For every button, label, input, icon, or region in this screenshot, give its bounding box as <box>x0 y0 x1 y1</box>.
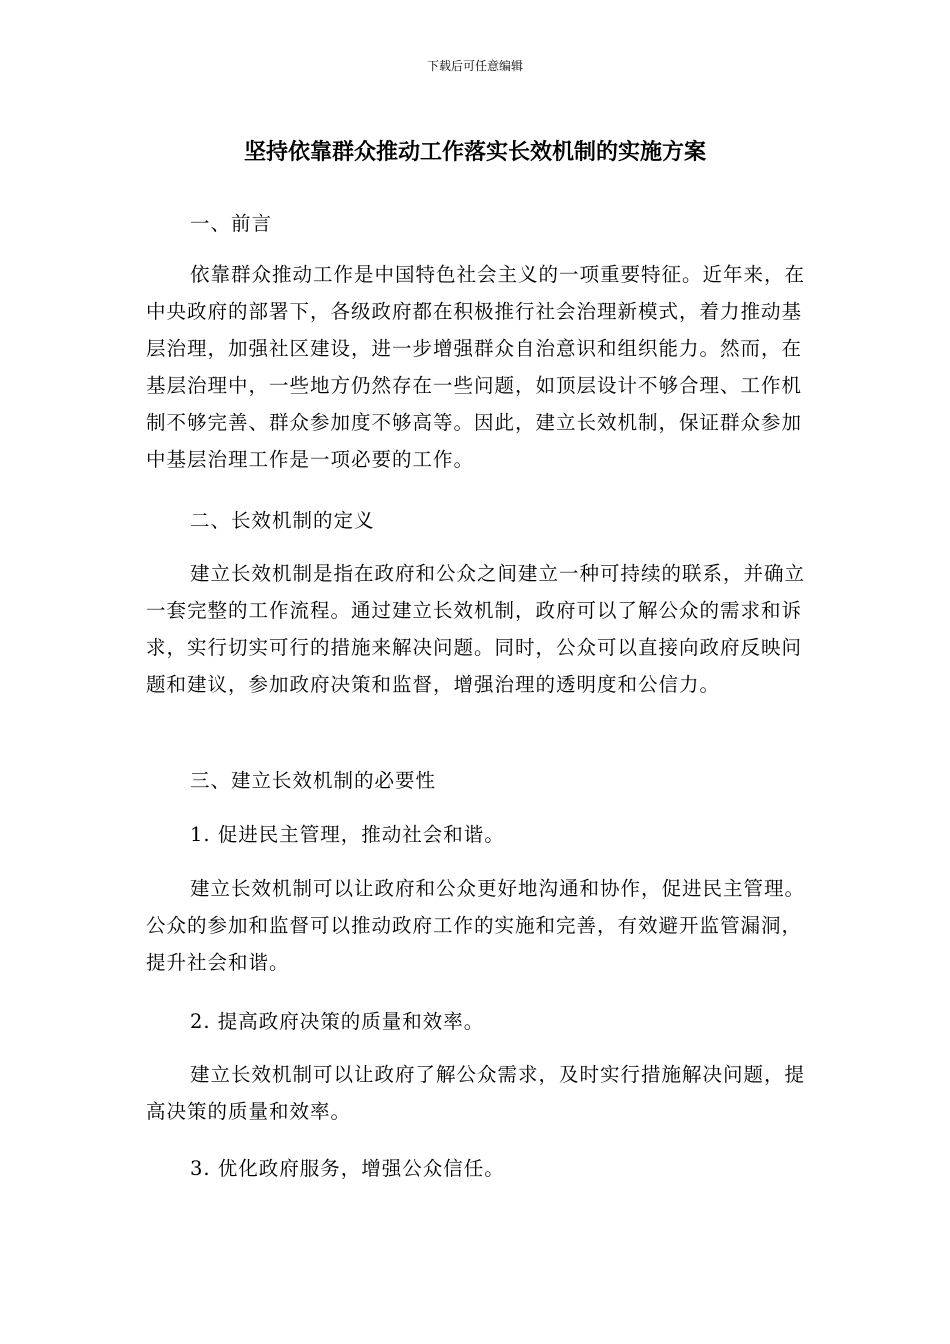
section-heading-3: 三、建立长效机制的必要性 <box>190 769 437 792</box>
document-title: 坚持依靠群众推动工作落实长效机制的实施方案 <box>243 140 706 165</box>
item-heading-3: 3. 优化政府服务，增强公众信任。 <box>190 1157 505 1180</box>
section-heading-2: 二、长效机制的定义 <box>190 509 375 532</box>
item-1-paragraph <box>146 870 806 981</box>
item-heading-1: 1. 促进民主管理，推动社会和谐。 <box>190 823 505 846</box>
item-heading-2: 2. 提高政府决策的质量和效率。 <box>190 1010 485 1033</box>
paragraph-text: 建立长效机制是指在政府和公众之间建立一种可持续的联系，并确立一套完整的工作流程。通过建立长效机制，政府可以了解公众的需求和诉求，实行切实可行的措施来解决问题。同时，公众可以直接向政府反映问题和建议，参加政府决策和监督，增强治理的透明度和公信力。 <box>146 562 806 696</box>
paragraph-text: 建立长效机制可以让政府了解公众需求，及时实行措施解决问题，提高决策的质量和效率。 <box>146 1063 806 1123</box>
paragraph-text: 依靠群众推动工作是中国特色社会主义的一项重要特征。近年来，在中央政府的部署下，各级政府都在积极推行社会治理新模式，着力推动基层治理，加强社区建设，进一步增强群众自治意识和组织能力。然而，在基层治理中，一些地方仍然存在一些问题，如顶层设计不够合理、工作机制不够完善、群众参加度不够高等。因此，建立长效机制，保证群众参加中基层治理工作是一项必要的工作。 <box>146 263 806 471</box>
item-2-paragraph <box>146 1056 806 1130</box>
section-heading-1: 一、前言 <box>190 212 273 235</box>
section-2-paragraph <box>146 555 806 703</box>
paragraph-text: 建立长效机制可以让政府和公众更好地沟通和协作，促进民主管理。公众的参加和监督可以推动政府工作的实施和完善，有效避开监管漏洞，提升社会和谐。 <box>146 877 806 974</box>
section-1-paragraph <box>146 256 806 478</box>
header-note: 下载后可任意编辑 <box>426 59 523 73</box>
